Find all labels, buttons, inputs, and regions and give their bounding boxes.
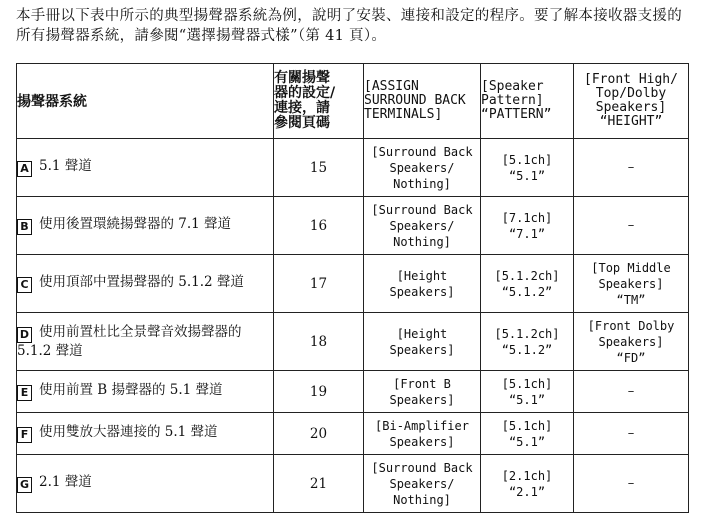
row-letter-badge: E [17,385,32,401]
page-number-cell: 18 [274,313,364,371]
row-letter-badge: G [17,477,32,493]
table-row [17,139,689,197]
assign-cell: [Surround Back Speakers/ Nothing] [364,455,481,513]
table-row [17,413,689,455]
system-name: 使用頂部中置揚聲器的 5.1.2 聲道 [39,274,244,290]
header-page: 有關揚聲 器的設定/ 連接，請 參閱頁碼 [274,64,364,139]
system-name: 使用後置環繞揚聲器的 7.1 聲道 [39,216,232,232]
pattern-cell: [7.1ch] “7.1” [481,197,574,255]
system-name: 使用前置 B 揚聲器的 5.1 聲道 [39,382,223,398]
row-letter-badge: B [17,219,32,235]
system-name: 使用前置杜比全景聲音效揚聲器的 5.1.2 聲道 [17,323,242,359]
table-header-row [17,64,689,139]
table-row [17,197,689,255]
table-row [17,313,689,371]
assign-cell: [Height Speakers] [364,255,481,313]
height-cell: [Front Dolby Speakers] “FD” [574,313,689,371]
assign-cell: [Bi-Amplifier Speakers] [364,413,481,455]
system-cell [17,455,274,513]
height-cell: – [574,455,689,513]
height-cell: – [574,197,689,255]
pattern-cell: [5.1ch] “5.1” [481,139,574,197]
system-cell [17,197,274,255]
assign-cell: [Surround Back Speakers/ Nothing] [364,197,481,255]
system-cell [17,413,274,455]
system-cell [17,313,274,371]
page-number-cell: 17 [274,255,364,313]
system-cell [17,255,274,313]
height-cell: [Top Middle Speakers] “TM” [574,255,689,313]
height-cell: – [574,371,689,413]
row-letter-badge: F [17,427,32,443]
pattern-cell: [5.1.2ch] “5.1.2” [481,255,574,313]
speaker-system-table [16,63,689,513]
pattern-cell: [5.1.2ch] “5.1.2” [481,313,574,371]
page-number-cell: 20 [274,413,364,455]
header-system: 揚聲器系統 [17,64,274,139]
page-number-cell: 21 [274,455,364,513]
table-row [17,255,689,313]
system-name: 5.1 聲道 [39,158,92,174]
assign-cell: [Height Speakers] [364,313,481,371]
row-letter-badge: A [17,161,32,177]
table-row [17,455,689,513]
height-cell: – [574,139,689,197]
assign-cell: [Surround Back Speakers/ Nothing] [364,139,481,197]
row-letter-badge: D [17,327,32,343]
page-number-cell: 15 [274,139,364,197]
system-name: 使用雙放大器連接的 5.1 聲道 [39,424,218,440]
header-pattern: [Speaker Pattern] “PATTERN” [481,64,574,139]
assign-cell: [Front B Speakers] [364,371,481,413]
system-cell [17,371,274,413]
height-cell: – [574,413,689,455]
pattern-cell: [5.1ch] “5.1” [481,371,574,413]
row-letter-badge: C [17,277,32,293]
page-number-cell: 16 [274,197,364,255]
system-name: 2.1 聲道 [39,474,92,490]
system-cell [17,139,274,197]
table-row [17,371,689,413]
header-assign: [ASSIGN SURROUND BACK TERMINALS] [364,64,481,139]
intro-paragraph: 本手冊以下表中所示的典型揚聲器系統為例，說明了安裝、連接和設定的程序。要了解本接收器支援的所有揚聲器系統，請參閱“選擇揚聲器式樣”（第 41 頁）。 [16,8,682,44]
pattern-cell: [5.1ch] “5.1” [481,413,574,455]
page-number-cell: 19 [274,371,364,413]
pattern-cell: [2.1ch] “2.1” [481,455,574,513]
header-height: [Front High/ Top/Dolby Speakers] “HEIGHT” [574,64,689,139]
